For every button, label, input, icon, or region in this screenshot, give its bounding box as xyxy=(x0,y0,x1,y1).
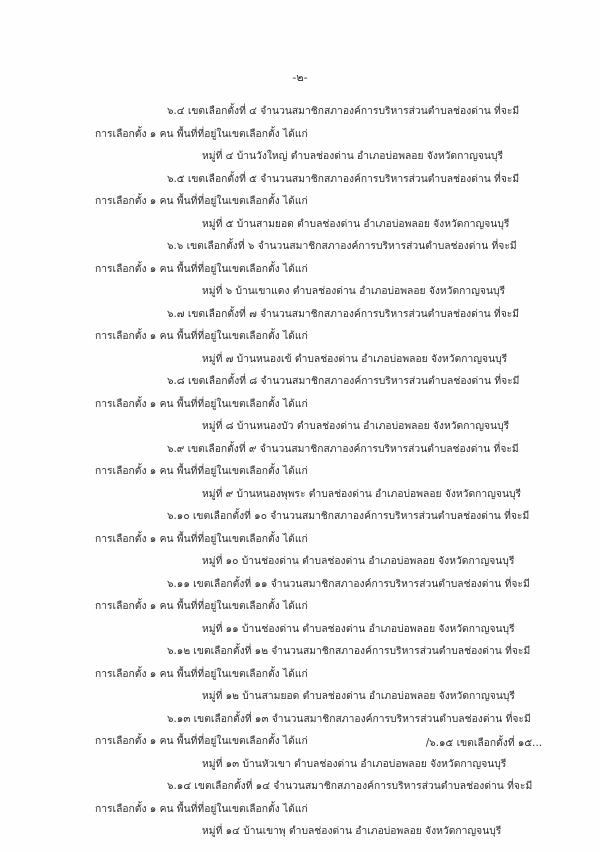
section-village: หมู่ที่ ๑๓ บ้านหัวเขา ตำบลช่องด่าน อำเภอบ่อพลอย จังหวัดกาญจนบุรี xyxy=(202,757,507,770)
section-village: หมู่ที่ ๗ บ้านหนองเข้ ตำบลช่องด่าน อำเภอบ่อพลอย จังหวัดกาญจนบุรี xyxy=(202,352,508,365)
section-6-8 xyxy=(95,370,550,438)
section-village: หมู่ที่ ๑๑ บ้านช่องด่าน ตำบลช่องด่าน อำเภอบ่อพลอย จังหวัดกาญจนบุรี xyxy=(202,622,515,635)
section-village: หมู่ที่ ๘ บ้านหนองบัว ตำบลช่องด่าน อำเภอบ่อพลอย จังหวัดกาญจนบุรี xyxy=(202,420,510,432)
section-6-6 xyxy=(95,235,550,303)
section-continuation: การเลือกตั้ง ๑ คน พื้นที่ที่อยู่ในเขตเลือกตั้ง ได้แก่ xyxy=(95,802,308,815)
section-village: หมู่ที่ ๖ บ้านเขาแดง ตำบลช่องด่าน อำเภอบ่อพลอย จังหวัดกาญจนบุรี xyxy=(202,285,506,297)
section-heading: ๖.๗ เขตเลือกตั้งที่ ๗ จำนวนสมาชิกสภาองค์การบริหารส่วนตำบลช่องด่าน ที่จะมี xyxy=(167,307,520,320)
section-6-4 xyxy=(95,100,550,168)
section-village: หมู่ที่ ๑๐ บ้านช่องด่าน ตำบลช่องด่าน อำเภอบ่อพลอย จังหวัดกาญจนบุรี xyxy=(202,555,515,567)
section-continuation: การเลือกตั้ง ๑ คน พื้นที่ที่อยู่ในเขตเลือกตั้ง ได้แก่ xyxy=(95,735,308,747)
document-body xyxy=(95,100,550,843)
section-village: หมู่ที่ ๔ บ้านวังใหญ่ ตำบลช่องด่าน อำเภอบ่อพลอย จังหวัดกาญจนบุรี xyxy=(202,150,504,162)
section-village: หมู่ที่ ๑๒ บ้านสามยอด ตำบลช่องด่าน อำเภอบ่อพลอย จังหวัดกาญจนบุรี xyxy=(202,690,515,702)
section-village: หมู่ที่ ๕ บ้านสามยอด ตำบลช่องด่าน อำเภอบ่อพลอย จังหวัดกาญจนบุรี xyxy=(202,217,510,230)
section-continuation: การเลือกตั้ง ๑ คน พื้นที่ที่อยู่ในเขตเลือกตั้ง ได้แก่ xyxy=(95,330,308,342)
section-continuation: การเลือกตั้ง ๑ คน พื้นที่ที่อยู่ในเขตเลือกตั้ง ได้แก่ xyxy=(95,397,308,410)
section-continuation: การเลือกตั้ง ๑ คน พื้นที่ที่อยู่ในเขตเลือกตั้ง ได้แก่ xyxy=(95,465,308,477)
section-heading: ๖.๕ เขตเลือกตั้งที่ ๕ จำนวนสมาชิกสภาองค์การบริหารส่วนตำบลช่องด่าน ที่จะมี xyxy=(167,172,520,185)
page-number: -๒- xyxy=(292,71,308,84)
section-continuation: การเลือกตั้ง ๑ คน พื้นที่ที่อยู่ในเขตเลือกตั้ง ได้แก่ xyxy=(95,127,308,140)
section-6-11 xyxy=(95,573,550,641)
section-heading: ๖.๑๓ เขตเลือกตั้งที่ ๑๓ จำนวนสมาชิกสภาองค์การบริหารส่วนตำบลช่องด่าน ที่จะมี xyxy=(167,712,531,725)
section-6-9 xyxy=(95,438,550,506)
section-continuation: การเลือกตั้ง ๑ คน พื้นที่ที่อยู่ในเขตเลือกตั้ง ได้แก่ xyxy=(95,262,308,275)
section-heading: ๖.๖ เขตเลือกตั้งที่ ๖ จำนวนสมาชิกสภาองค์การบริหารส่วนตำบลช่องด่าน ที่จะมี xyxy=(167,240,517,252)
section-heading: ๖.๘ เขตเลือกตั้งที่ ๘ จำนวนสมาชิกสภาองค์การบริหารส่วนตำบลช่องด่าน ที่จะมี xyxy=(167,375,520,387)
section-heading: ๖.๑๐ เขตเลือกตั้งที่ ๑๐ จำนวนสมาชิกสภาองค์การบริหารส่วนตำบลช่องด่าน ที่จะมี xyxy=(167,510,530,522)
continuation-marker: /๖.๑๕ เขตเลือกตั้งที่ ๑๕... xyxy=(425,737,542,749)
section-6-7 xyxy=(95,303,550,371)
section-6-10 xyxy=(95,505,550,573)
section-6-14 xyxy=(95,775,550,843)
section-heading: ๖.๑๒ เขตเลือกตั้งที่ ๑๒ จำนวนสมาชิกสภาองค์การบริหารส่วนตำบลช่องด่าน ที่จะมี xyxy=(167,645,531,657)
section-continuation: การเลือกตั้ง ๑ คน พื้นที่ที่อยู่ในเขตเลือกตั้ง ได้แก่ xyxy=(95,532,308,545)
section-heading: ๖.๑๑ เขตเลือกตั้งที่ ๑๑ จำนวนสมาชิกสภาองค์การบริหารส่วนตำบลช่องด่าน ที่จะมี xyxy=(167,577,530,590)
section-village: หมู่ที่ ๙ บ้านหนองพุพระ ตำบลช่องด่าน อำเภอบ่อพลอย จังหวัดกาญจนบุรี xyxy=(202,487,522,500)
section-heading: ๖.๑๔ เขตเลือกตั้งที่ ๑๔ จำนวนสมาชิกสภาองค์การบริหารส่วนตำบลช่องด่าน ที่จะมี xyxy=(167,780,533,792)
section-heading: ๖.๙ เขตเลือกตั้งที่ ๙ จำนวนสมาชิกสภาองค์การบริหารส่วนตำบลช่องด่าน ที่จะมี xyxy=(167,442,519,455)
section-heading: ๖.๔ เขตเลือกตั้งที่ ๔ จำนวนสมาชิกสภาองค์การบริหารส่วนตำบลช่องด่าน ที่จะมี xyxy=(167,105,520,117)
section-6-5 xyxy=(95,168,550,236)
section-continuation: การเลือกตั้ง ๑ คน พื้นที่ที่อยู่ในเขตเลือกตั้ง ได้แก่ xyxy=(95,600,308,612)
section-continuation: การเลือกตั้ง ๑ คน พื้นที่ที่อยู่ในเขตเลือกตั้ง ได้แก่ xyxy=(95,195,308,207)
section-6-12 xyxy=(95,640,550,708)
section-village: หมู่ที่ ๑๔ บ้านเขาพุ ตำบลช่องด่าน อำเภอบ่อพลอย จังหวัดกาญจนบุรี xyxy=(202,825,502,837)
section-continuation: การเลือกตั้ง ๑ คน พื้นที่ที่อยู่ในเขตเลือกตั้ง ได้แก่ xyxy=(95,667,308,680)
